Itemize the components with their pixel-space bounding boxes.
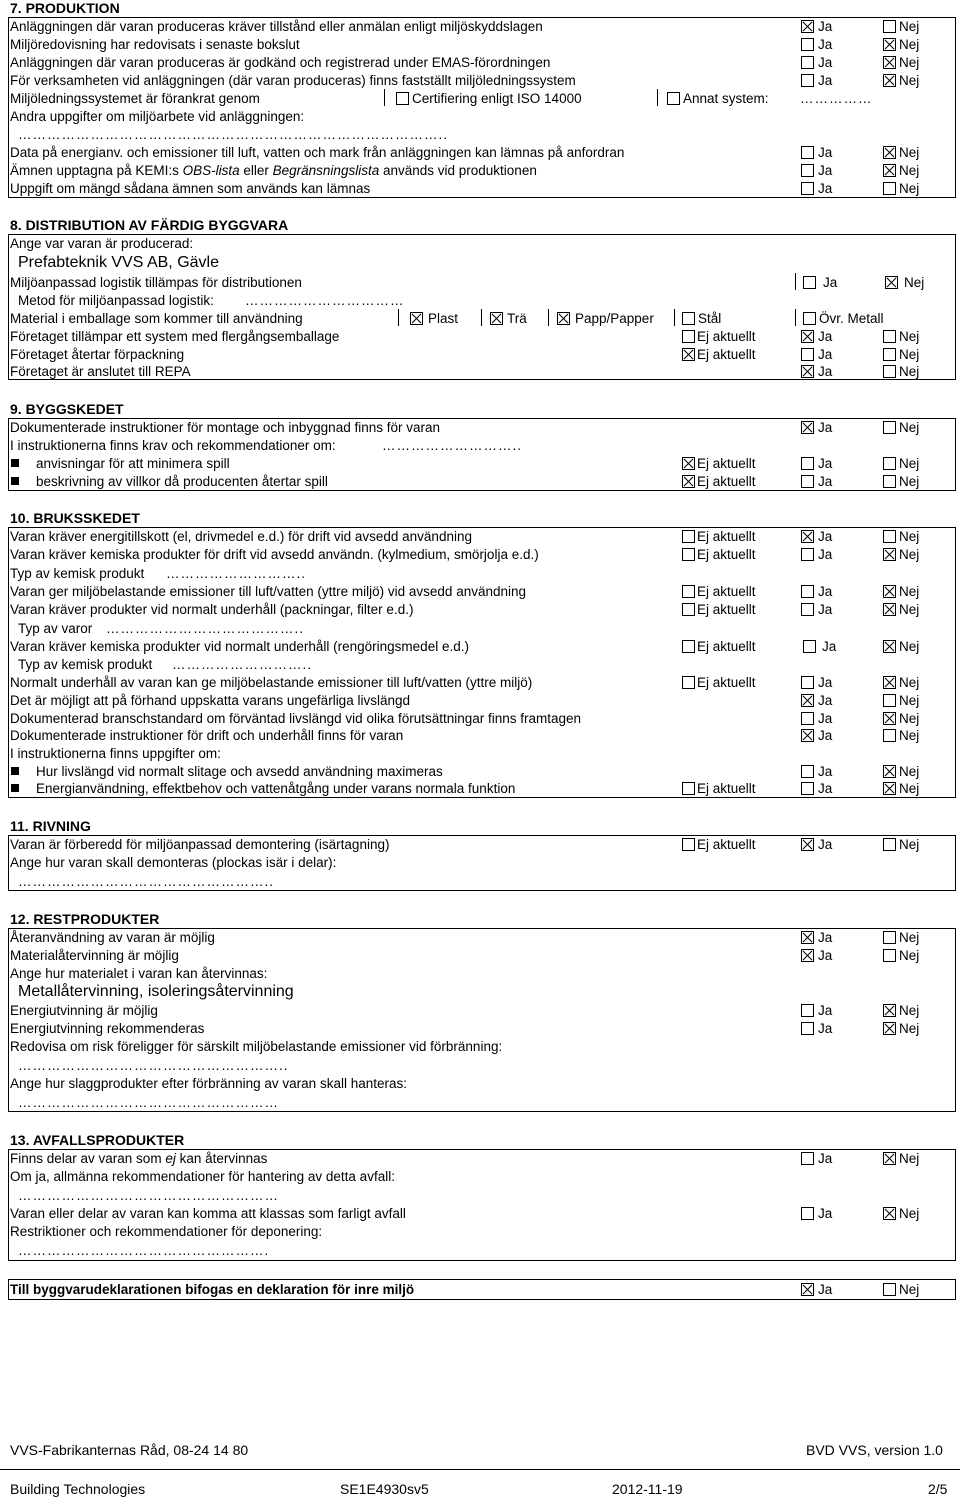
s7-row-9: Uppgift om mängd sådana ämnen som används kan lämnas	[10, 181, 371, 196]
ja-label: Ja	[818, 364, 833, 379]
ja-label: Ja	[818, 584, 833, 599]
s8-row-3: Metod för miljöanpassad logistik:	[18, 293, 214, 308]
ja-label: Ja	[818, 1003, 833, 1018]
s9-row-2: I instruktionerna finns krav och rekommendationer om:	[10, 438, 336, 453]
nej-label: Nej	[899, 474, 920, 489]
nej-label: Nej	[899, 639, 920, 654]
s10-r1-ja-checkbox[interactable]	[801, 530, 814, 543]
ej-aktuellt-label: Ej aktuellt	[697, 602, 756, 617]
final-nej-checkbox[interactable]	[883, 1283, 896, 1296]
ja-label: Ja	[818, 73, 833, 88]
s7-row-6: Andra uppgifter om miljöarbete vid anläggningen:	[10, 109, 305, 124]
s7-other-info-field[interactable]: ……………………………………………………………………………..	[18, 127, 449, 142]
footer-page-number: 2/5	[928, 1481, 948, 1497]
s10-r4-nej-checkbox[interactable]	[883, 585, 896, 598]
nej-label: Nej	[899, 764, 920, 779]
s8-r5-ej-checkbox[interactable]	[682, 330, 695, 343]
s11-r1-ej-checkbox[interactable]	[682, 838, 695, 851]
recycling-answer: Metallåtervinning, isoleringsåtervinning	[18, 983, 294, 1000]
s13-r1-ja-checkbox[interactable]	[801, 1152, 814, 1165]
stal-label: Stål	[698, 311, 722, 326]
ja-label: Ja	[818, 163, 833, 178]
s10-b2-nej-checkbox[interactable]	[883, 782, 896, 795]
s10-r5-ja-checkbox[interactable]	[801, 603, 814, 616]
s9-r1-ja-checkbox[interactable]	[801, 421, 814, 434]
ej-aktuellt-label: Ej aktuellt	[697, 837, 756, 852]
s9-b2-ej-checkbox[interactable]	[682, 475, 695, 488]
s10-b1-ja-checkbox[interactable]	[801, 765, 814, 778]
box-bottom-line	[8, 1299, 956, 1300]
box-left-line	[8, 418, 9, 490]
ja-label: Ja	[818, 329, 833, 344]
ja-label: Ja	[818, 781, 833, 796]
box-right-line	[955, 1149, 956, 1260]
stal-checkbox[interactable]	[682, 312, 695, 325]
nej-label: Nej	[904, 275, 925, 290]
nej-label: Nej	[899, 181, 920, 196]
nej-label: Nej	[899, 456, 920, 471]
s8-r2-ja-checkbox[interactable]	[803, 276, 816, 289]
s8-r7-nej-checkbox[interactable]	[883, 365, 896, 378]
waste-handling-field[interactable]: ………………………………………………	[18, 1188, 279, 1203]
ja-label: Ja	[818, 474, 833, 489]
s12-r2-ja-checkbox[interactable]	[801, 949, 814, 962]
ja-label: Ja	[818, 711, 833, 726]
separator	[384, 89, 385, 106]
ja-label: Ja	[818, 347, 833, 362]
s10-b1-nej-checkbox[interactable]	[883, 765, 896, 778]
ja-label: Ja	[818, 456, 833, 471]
nej-label: Nej	[899, 19, 920, 34]
s10-r10-nej-checkbox[interactable]	[883, 694, 896, 707]
s10-r9-ej-checkbox[interactable]	[682, 676, 695, 689]
ej-aktuellt-label: Ej aktuellt	[697, 347, 756, 362]
ej-aktuellt-label: Ej aktuellt	[697, 584, 756, 599]
nej-label: Nej	[899, 55, 920, 70]
nej-label: Nej	[899, 930, 920, 945]
box-right-line	[955, 527, 956, 797]
s7-row-5: Miljöledningssystemet är förankrat genom	[10, 91, 260, 106]
papp-label: Papp/Papper	[575, 311, 654, 326]
ja-label: Ja	[818, 529, 833, 544]
s12-row-6: Redovisa om risk föreligger för särskilt miljöbelastande emissioner vid förbränning:	[10, 1039, 503, 1054]
papp-checkbox[interactable]	[557, 312, 570, 325]
s10-row-10: Det är möjligt att på förhand uppskatta varans ungefärliga livslängd	[10, 693, 410, 708]
bullet-icon	[11, 459, 19, 467]
s7-r9-ja-checkbox[interactable]	[801, 182, 814, 195]
s12-r5-nej-checkbox[interactable]	[883, 1022, 896, 1035]
s7-row-1: Anläggningen där varan produceras kräver tillstånd eller anmälan enligt miljöskyddslagen	[10, 19, 543, 34]
dismantling-field[interactable]: ……………………………………………..	[18, 874, 275, 889]
ej-aktuellt-label: Ej aktuellt	[697, 474, 756, 489]
s8-r6-ja-checkbox[interactable]	[801, 348, 814, 361]
s12-row-3: Ange hur materialet i varan kan återvinnas:	[10, 966, 268, 981]
nej-label: Nej	[899, 837, 920, 852]
s10-r7-nej-checkbox[interactable]	[883, 640, 896, 653]
box-bottom-line	[8, 1111, 956, 1112]
s7-row-2: Miljöredovisning har redovisats i senaste bokslut	[10, 37, 300, 52]
slag-handling-field[interactable]: ………………………………………………	[18, 1095, 279, 1110]
ej-aktuellt-label: Ej aktuellt	[697, 456, 756, 471]
s10-r7-ej-checkbox[interactable]	[682, 640, 695, 653]
section-12-title: 12. RESTPRODUKTER	[10, 911, 160, 927]
ja-label: Ja	[818, 837, 833, 852]
box-right-line	[955, 234, 956, 379]
footer-document-id: SE1E4930sv5	[340, 1481, 429, 1497]
bullet-icon	[11, 784, 19, 792]
nej-label: Nej	[899, 37, 920, 52]
box-left-line	[8, 1149, 9, 1260]
s10-r2-nej-checkbox[interactable]	[883, 548, 896, 561]
separator	[674, 309, 675, 326]
s7-r9-nej-checkbox[interactable]	[883, 182, 896, 195]
ja-label: Ja	[818, 675, 833, 690]
s12-row-5: Energiutvinning rekommenderas	[10, 1021, 205, 1036]
nej-label: Nej	[899, 163, 920, 178]
nej-label: Nej	[899, 145, 920, 160]
s10-b2-ej-checkbox[interactable]	[682, 782, 695, 795]
s8-row-2: Miljöanpassad logistik tillämpas för distributionen	[10, 275, 302, 290]
annat-system-label: Annat system:	[683, 91, 769, 106]
nej-label: Nej	[899, 675, 920, 690]
bullet-icon	[11, 477, 19, 485]
s10-row-4: Varan ger miljöbelastande emissioner till luft/vatten (yttre miljö) vid avsedd användning	[10, 584, 527, 599]
s12-r5-ja-checkbox[interactable]	[801, 1022, 814, 1035]
s7-row-7: Data på energianv. och emissioner till luft, vatten och mark från anläggningen kan lämnas på anfordran	[10, 145, 625, 160]
s9-b2-nej-checkbox[interactable]	[883, 475, 896, 488]
ja-label: Ja	[818, 1021, 833, 1036]
s10-r4-ej-checkbox[interactable]	[682, 585, 695, 598]
s7-r8-nej-checkbox[interactable]	[883, 164, 896, 177]
final-ja-checkbox[interactable]	[801, 1283, 814, 1296]
box-bottom-line	[8, 1260, 956, 1261]
separator	[795, 309, 796, 326]
s8-row-4: Material i emballage som kommer till användning	[10, 311, 303, 326]
section-13-title: 13. AVFALLSPRODUKTER	[10, 1132, 185, 1148]
s7-r3-nej-checkbox[interactable]	[883, 56, 896, 69]
s10-r1-nej-checkbox[interactable]	[883, 530, 896, 543]
box-right-line	[955, 1279, 956, 1299]
s7-r1-nej-checkbox[interactable]	[883, 20, 896, 33]
s7-r3-ja-checkbox[interactable]	[801, 56, 814, 69]
nej-label: Nej	[899, 711, 920, 726]
s10-r1-ej-checkbox[interactable]	[682, 530, 695, 543]
ja-label: Ja	[823, 275, 838, 290]
s10-r7-ja-checkbox[interactable]	[803, 640, 816, 653]
section-11-title: 11. RIVNING	[10, 818, 91, 834]
s8-row-6: Företaget återtar förpackning	[10, 347, 185, 362]
nej-label: Nej	[899, 1021, 920, 1036]
s13-r3-nej-checkbox[interactable]	[883, 1207, 896, 1220]
s13-r1-nej-checkbox[interactable]	[883, 1152, 896, 1165]
s8-r5-ja-checkbox[interactable]	[801, 330, 814, 343]
s11-r1-nej-checkbox[interactable]	[883, 838, 896, 851]
separator	[795, 273, 796, 290]
s10-r5-ej-checkbox[interactable]	[682, 603, 695, 616]
s12-row-4: Energiutvinning är möjlig	[10, 1003, 158, 1018]
nej-label: Nej	[899, 347, 920, 362]
box-left-line	[8, 527, 9, 797]
box-right-line	[955, 418, 956, 490]
s10-r9-ja-checkbox[interactable]	[801, 676, 814, 689]
s10-r4-ja-checkbox[interactable]	[801, 585, 814, 598]
s8-r6-ej-checkbox[interactable]	[682, 348, 695, 361]
nej-label: Nej	[899, 693, 920, 708]
ej-aktuellt-label: Ej aktuellt	[697, 529, 756, 544]
s12-row-1: Återanvändning av varan är möjlig	[10, 930, 215, 945]
s7-r2-nej-checkbox[interactable]	[883, 38, 896, 51]
s10-r2-ja-checkbox[interactable]	[801, 548, 814, 561]
s10-r2-ej-checkbox[interactable]	[682, 548, 695, 561]
ovr-metall-checkbox[interactable]	[803, 312, 816, 325]
s10-b2-ja-checkbox[interactable]	[801, 782, 814, 795]
tra-label: Trä	[507, 311, 527, 326]
s12-row-2: Materialåtervinning är möjlig	[10, 948, 179, 963]
s12-row-7: Ange hur slaggprodukter efter förbränning av varan skall hanteras:	[10, 1076, 407, 1091]
ja-label: Ja	[818, 930, 833, 945]
nej-label: Nej	[899, 728, 920, 743]
s10-row-7: Varan kräver kemiska produkter vid normalt underhåll (rengöringsmedel e.d.)	[10, 639, 469, 654]
box-bottom-line	[8, 490, 956, 491]
logistics-method-field[interactable]: ……………………………	[245, 293, 405, 308]
section-8-title: 8. DISTRIBUTION AV FÄRDIG BYGGVARA	[10, 217, 289, 233]
s9-b1-nej-checkbox[interactable]	[883, 457, 896, 470]
deposit-restrictions-field[interactable]: …………………………………………….	[18, 1243, 270, 1258]
s10-row-2: Varan kräver kemiska produkter för drift vid avsedd användn. (kylmedium, smörjolja e.d.)	[10, 547, 539, 562]
ja-label: Ja	[818, 693, 833, 708]
s10-row-6: Typ av varor	[18, 621, 93, 636]
box-left-line	[8, 234, 9, 379]
section-10-title: 10. BRUKSSKEDET	[10, 510, 140, 526]
s10-row-9: Normalt underhåll av varan kan ge miljöbelastande emissioner till luft/vatten (yttre miljö)	[10, 675, 533, 690]
s9-r1-nej-checkbox[interactable]	[883, 421, 896, 434]
s10-row-5: Varan kräver produkter vid normalt underhåll (packningar, filter e.d.)	[10, 602, 414, 617]
box-bottom-line	[8, 797, 956, 798]
s10-row-1: Varan kräver energitillskott (el, drivmedel e.d.) för drift vid avsedd användning	[10, 529, 472, 544]
ja-label: Ja	[818, 1151, 833, 1166]
nej-label: Nej	[899, 584, 920, 599]
s7-r4-nej-checkbox[interactable]	[883, 74, 896, 87]
producer-answer: Prefabteknik VVS AB, Gävle	[18, 254, 219, 271]
s7-row-4: För verksamheten vid anläggningen (där varan produceras) finns fastställt miljöledningssystem	[10, 73, 576, 88]
nej-label: Nej	[899, 1206, 920, 1221]
ja-label: Ja	[818, 1206, 833, 1221]
chemical-type-field[interactable]: ………………………..	[166, 566, 307, 581]
footer-company: Building Technologies	[10, 1481, 146, 1497]
s8-r7-ja-checkbox[interactable]	[801, 365, 814, 378]
s13-r3-ja-checkbox[interactable]	[801, 1207, 814, 1220]
s12-r1-nej-checkbox[interactable]	[883, 931, 896, 944]
ja-label: Ja	[818, 19, 833, 34]
s8-r5-nej-checkbox[interactable]	[883, 330, 896, 343]
s12-r4-ja-checkbox[interactable]	[801, 1004, 814, 1017]
ja-label: Ja	[818, 37, 833, 52]
ja-label: Ja	[818, 764, 833, 779]
s10-r9-nej-checkbox[interactable]	[883, 676, 896, 689]
s7-row-8: Ämnen upptagna på KEMI:s OBS-lista eller Begränsningslista används vid produktionen	[10, 163, 537, 178]
s11-row-1: Varan är förberedd för miljöanpassad demontering (isärtagning)	[10, 837, 390, 852]
nej-label: Nej	[899, 547, 920, 562]
s9-b2-ja-checkbox[interactable]	[801, 475, 814, 488]
s8-row-5: Företaget tillämpar ett system med flergångsemballage	[10, 329, 340, 344]
s7-r8-ja-checkbox[interactable]	[801, 164, 814, 177]
combustion-risk-field[interactable]: ………………………………………………..	[18, 1058, 289, 1073]
nej-label: Nej	[899, 1151, 920, 1166]
s9-instructions-field[interactable]: ………………………..	[382, 438, 523, 453]
s10-bullet-1: Hur livslängd vid normalt slitage och avsedd användning maximeras	[36, 764, 443, 779]
s10-row-3: Typ av kemisk produkt	[10, 566, 145, 581]
iso-label: Certifiering enligt ISO 14000	[412, 91, 582, 106]
ja-label: Ja	[818, 728, 833, 743]
s10-row-12: Dokumenterade instruktioner för drift och underhåll finns för varan	[10, 728, 404, 743]
s7-r4-ja-checkbox[interactable]	[801, 74, 814, 87]
plast-checkbox[interactable]	[410, 312, 423, 325]
ja-label: Ja	[818, 948, 833, 963]
s13-row-4: Restriktioner och rekommendationer för deponering:	[10, 1224, 323, 1239]
ja-label: Ja	[818, 181, 833, 196]
goods-type-field[interactable]: …………………………………..	[106, 621, 305, 636]
ej-aktuellt-label: Ej aktuellt	[697, 675, 756, 690]
ja-label: Ja	[818, 420, 833, 435]
bullet-icon	[11, 767, 19, 775]
ej-aktuellt-label: Ej aktuellt	[697, 547, 756, 562]
s8-row-1: Ange var varan är producerad:	[10, 236, 194, 251]
nej-label: Nej	[899, 1282, 920, 1297]
s10-row-11: Dokumenterad branschstandard om förväntad livslängd vid olika förutsättningar finns framtagen	[10, 711, 582, 726]
ej-aktuellt-label: Ej aktuellt	[697, 639, 756, 654]
nej-label: Nej	[899, 329, 920, 344]
footer-date: 2012-11-19	[612, 1481, 683, 1497]
footer-version: BVD VVS, version 1.0	[806, 1442, 943, 1458]
s7-r2-ja-checkbox[interactable]	[801, 38, 814, 51]
s10-r11-nej-checkbox[interactable]	[883, 712, 896, 725]
s10-bullet-2: Energianvändning, effektbehov och vattenåtgång under varans normala funktion	[36, 781, 516, 796]
box-left-line	[8, 1279, 9, 1299]
ovr-metall-label: Övr. Metall	[819, 311, 884, 326]
ja-label: Ja	[818, 547, 833, 562]
nej-label: Nej	[899, 529, 920, 544]
s13-row-3: Varan eller delar av varan kan komma att klassas som farligt avfall	[10, 1206, 406, 1221]
ja-label: Ja	[818, 602, 833, 617]
s9-b1-ej-checkbox[interactable]	[682, 457, 695, 470]
s12-r4-nej-checkbox[interactable]	[883, 1004, 896, 1017]
nej-label: Nej	[899, 73, 920, 88]
footer-organisation: VVS-Fabrikanternas Råd, 08-24 14 80	[10, 1442, 249, 1458]
s9-b1-ja-checkbox[interactable]	[801, 457, 814, 470]
annat-system-checkbox[interactable]	[667, 92, 680, 105]
tra-checkbox[interactable]	[490, 312, 503, 325]
box-top-line	[8, 1279, 956, 1280]
s7-r7-ja-checkbox[interactable]	[801, 146, 814, 159]
plast-label: Plast	[428, 311, 459, 326]
ja-label: Ja	[818, 1282, 833, 1297]
s10-r12-ja-checkbox[interactable]	[801, 729, 814, 742]
s9-bullet-2: beskrivning av villkor då producenten återtar spill	[36, 474, 328, 489]
box-bottom-line	[8, 890, 956, 891]
s7-r7-nej-checkbox[interactable]	[883, 146, 896, 159]
s8-r2-nej-checkbox[interactable]	[885, 276, 898, 289]
s12-r2-nej-checkbox[interactable]	[883, 949, 896, 962]
nej-label: Nej	[899, 364, 920, 379]
s11-r1-ja-checkbox[interactable]	[801, 838, 814, 851]
iso-checkbox[interactable]	[396, 92, 409, 105]
ja-label: Ja	[822, 639, 837, 654]
s11-row-2: Ange hur varan skall demonteras (plockas isär i delar):	[10, 855, 337, 870]
s10-r12-nej-checkbox[interactable]	[883, 729, 896, 742]
ja-label: Ja	[818, 55, 833, 70]
annat-system-field[interactable]: ……………	[800, 91, 873, 106]
separator	[657, 89, 658, 106]
box-right-line	[955, 928, 956, 1111]
nej-label: Nej	[899, 1003, 920, 1018]
section-7-title: 7. PRODUKTION	[10, 0, 120, 16]
box-right-line	[955, 835, 956, 890]
s10-r10-ja-checkbox[interactable]	[801, 694, 814, 707]
indoor-environment-declaration: Till byggvarudeklarationen bifogas en deklaration för inre miljö	[10, 1282, 415, 1297]
s10-r5-nej-checkbox[interactable]	[883, 603, 896, 616]
box-left-line	[8, 928, 9, 1111]
s8-r6-nej-checkbox[interactable]	[883, 348, 896, 361]
s10-row-13: I instruktionerna finns uppgifter om:	[10, 746, 221, 761]
box-bottom-line	[8, 197, 956, 198]
section-9-title: 9. BYGGSKEDET	[10, 401, 124, 417]
s13-row-1: Finns delar av varan som ej kan återvinnas	[10, 1151, 268, 1166]
separator	[398, 309, 399, 326]
maintenance-chemical-field[interactable]: ………………………..	[172, 657, 313, 672]
s7-r1-ja-checkbox[interactable]	[801, 20, 814, 33]
nej-label: Nej	[899, 948, 920, 963]
s10-row-8: Typ av kemisk produkt	[18, 657, 153, 672]
s9-row-1: Dokumenterade instruktioner för montage och inbyggnad finns för varan	[10, 420, 440, 435]
s9-bullet-1: anvisningar för att minimera spill	[36, 456, 230, 471]
ej-aktuellt-label: Ej aktuellt	[697, 781, 756, 796]
nej-label: Nej	[899, 602, 920, 617]
nej-label: Nej	[899, 781, 920, 796]
s10-r11-ja-checkbox[interactable]	[801, 712, 814, 725]
separator	[481, 309, 482, 326]
box-right-line	[955, 17, 956, 197]
separator	[548, 309, 549, 326]
nej-label: Nej	[899, 420, 920, 435]
ja-label: Ja	[818, 145, 833, 160]
box-left-line	[8, 17, 9, 197]
s13-row-2: Om ja, allmänna rekommendationer för hantering av detta avfall:	[10, 1169, 395, 1184]
footer-divider	[0, 1469, 960, 1470]
box-left-line	[8, 835, 9, 890]
ej-aktuellt-label: Ej aktuellt	[697, 329, 756, 344]
s12-r1-ja-checkbox[interactable]	[801, 931, 814, 944]
s8-row-7: Företaget är anslutet till REPA	[10, 364, 191, 379]
s7-row-3: Anläggningen där varan produceras är godkänd och registrerad under EMAS-förordningen	[10, 55, 551, 70]
